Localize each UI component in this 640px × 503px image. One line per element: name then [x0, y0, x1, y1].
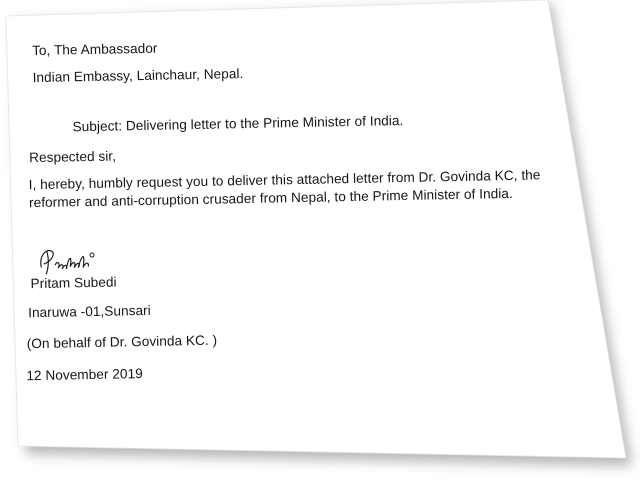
sender-address: Inaruwa -01,Sunsari — [28, 302, 151, 321]
letter-date: 12 November 2019 — [26, 366, 143, 384]
on-behalf-line: (On behalf of Dr. Govinda KC. ) — [26, 332, 218, 352]
signature-image — [35, 241, 128, 279]
recipient-line-2: Indian Embassy, Lainchaur, Nepal. — [32, 66, 244, 86]
body-line-2: reformer and anti-corruption crusader from Nepal, to the Prime Minister of India. — [28, 185, 513, 211]
subject-line: Subject: Delivering letter to the Prime Minister of India. — [72, 112, 404, 135]
salutation: Respected sir, — [29, 148, 117, 166]
recipient-line-1: To, The Ambassador — [31, 40, 158, 59]
sender-name: Pritam Subedi — [30, 274, 117, 292]
body-line-1: I, hereby, humbly request you to deliver this attached letter from Dr. Govinda KC, the — [28, 167, 541, 193]
